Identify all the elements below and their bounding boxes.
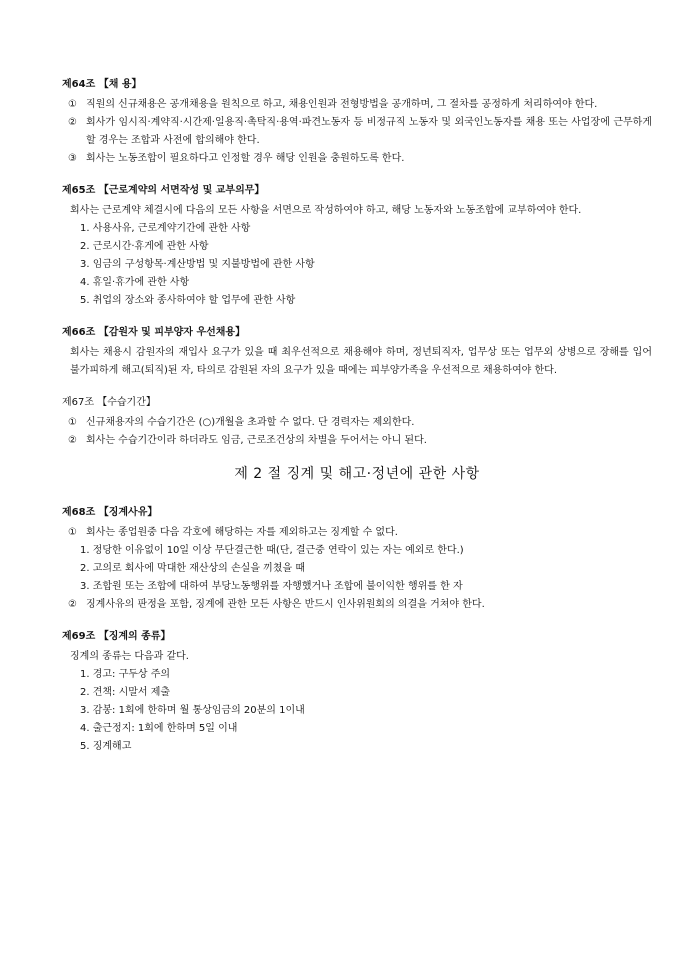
sub-item: 3. 조합원 또는 조합에 대하여 부당노동행위를 자행했거나 조합에 불이익한 행위를 한 자 bbox=[80, 581, 463, 592]
item-marker: ③ bbox=[68, 153, 77, 164]
list-item: 3. 감봉: 1회에 한하며 월 통상임금의 20분의 1이내 bbox=[80, 705, 305, 716]
list-item: 5. 취업의 장소와 종사하여야 할 업무에 관한 사항 bbox=[80, 295, 296, 306]
item-marker: ② bbox=[68, 435, 77, 446]
item-text: 직원의 신규채용은 공개채용을 원칙으로 하고, 채용인원과 전형방법을 공개하며, 그 절차를 공정하게 처리하여야 한다. bbox=[86, 99, 598, 110]
list-item bbox=[62, 114, 652, 150]
item-text: 회사는 노동조합이 필요하다고 인정할 경우 해당 인원을 충원하도록 한다. bbox=[86, 153, 405, 164]
article-68 bbox=[62, 506, 652, 614]
item-marker: ① bbox=[68, 99, 77, 110]
item-text: 회사가 임시직·계약직·시간제·일용직·촉탁직·용역·파견노동자 등 비정규직 노동자 및 외국인노동자를 채용 또는 사업장에 근무하게 할 경우는 조합과 사전에 합의해야 한다. bbox=[86, 117, 652, 146]
article-title: 제64조 【채 용】 bbox=[62, 79, 142, 90]
item-marker: ② bbox=[68, 599, 77, 610]
article-65 bbox=[62, 184, 652, 310]
item-text: 신규채용자의 수습기간은 (○)개월을 초과할 수 없다. 단 경력자는 제외한다. bbox=[86, 417, 415, 428]
article-67 bbox=[62, 396, 652, 450]
sub-item: 2. 고의로 회사에 막대한 재산상의 손실을 끼쳤을 때 bbox=[80, 563, 305, 574]
item-text: 회사는 수습기간이라 하더라도 임금, 근로조건상의 차별을 두어서는 아니 된다. bbox=[86, 435, 427, 446]
item-marker: ② bbox=[68, 117, 77, 128]
article-title: 제65조 【근로계약의 서면작성 및 교부의무】 bbox=[62, 185, 265, 196]
article-intro: 회사는 근로계약 체결시에 다음의 모든 사항을 서면으로 작성하여야 하고, 해당 노동자와 노동조합에 교부하여야 한다. bbox=[70, 205, 582, 216]
list-item: 1. 사용사유, 근로계약기간에 관한 사항 bbox=[80, 223, 251, 234]
section-title: 제 2 절 징계 및 해고·정년에 관한 사항 bbox=[234, 466, 480, 482]
item-text: 징계사유의 판정을 포함, 징계에 관한 모든 사항은 반드시 인사위원회의 의결을 거쳐야 한다. bbox=[86, 599, 485, 610]
document-body bbox=[62, 78, 652, 756]
article-66 bbox=[62, 326, 652, 380]
item-text: 회사는 종업원중 다음 각호에 해당하는 자를 제외하고는 징계할 수 없다. bbox=[86, 527, 398, 538]
list-item: 2. 근로시간·휴게에 관한 사항 bbox=[80, 241, 209, 252]
list-item: 4. 출근정지: 1회에 한하며 5일 이내 bbox=[80, 723, 238, 734]
article-64 bbox=[62, 78, 652, 168]
article-title: 제68조 【징계사유】 bbox=[62, 507, 158, 518]
sub-item: 1. 정당한 이유없이 10일 이상 무단결근한 때(단, 결근중 연락이 있는 자는 예외로 한다.) bbox=[80, 545, 464, 556]
item-marker: ① bbox=[68, 527, 77, 538]
list-item: 5. 징계해고 bbox=[80, 741, 132, 752]
article-title: 제67조 【수습기간】 bbox=[62, 397, 156, 408]
list-item bbox=[62, 432, 652, 450]
article-text: 회사는 채용시 감원자의 재입사 요구가 있을 때 최우선적으로 채용해야 하며, 정년퇴직자, 업무상 또는 업무외 상병으로 장해를 입어 불가피하게 해고(퇴직)된 자, 타의로 감원된 자의 요구가 있을 때에는 피부양가족을 우선적으로 채용하여야 한다. bbox=[70, 347, 652, 376]
list-item bbox=[62, 414, 652, 432]
list-item bbox=[62, 150, 652, 168]
article-title: 제66조 【감원자 및 피부양자 우선채용】 bbox=[62, 327, 246, 338]
list-item bbox=[62, 596, 652, 614]
article-title: 제69조 【징계의 종류】 bbox=[62, 631, 171, 642]
article-69 bbox=[62, 630, 652, 756]
item-marker: ① bbox=[68, 417, 77, 428]
article-intro: 징계의 종류는 다음과 같다. bbox=[70, 651, 189, 662]
list-item: 2. 견책: 시말서 제출 bbox=[80, 687, 171, 698]
list-item: 4. 휴일·휴가에 관한 사항 bbox=[80, 277, 190, 288]
list-item: 3. 임금의 구성항목·계산방법 및 지불방법에 관한 사항 bbox=[80, 259, 315, 270]
list-item bbox=[62, 524, 652, 542]
list-item: 1. 경고: 구두상 주의 bbox=[80, 669, 171, 680]
list-item bbox=[62, 96, 652, 114]
